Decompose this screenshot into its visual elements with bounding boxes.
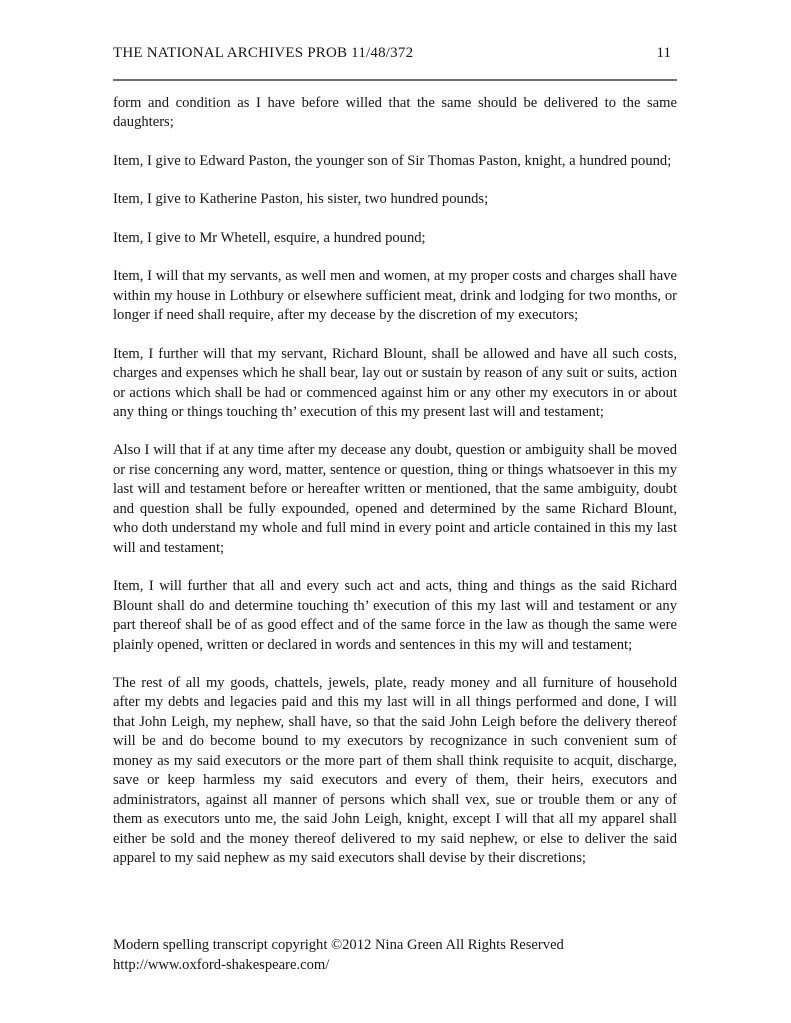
- body-paragraph: Item, I give to Mr Whetell, esquire, a hundred pound;: [113, 229, 426, 246]
- body-paragraph: The rest of all my goods, chattels, jewels, plate, ready money and all furniture of household after my debts and legacies paid and this my last will in all things performed and done, I will that John Leigh, my nephew, shall have, so that the said John Leigh before the delivery thereof will be and do become bound to my executors by recognizance in such convenient sum of money as my said executors or the more part of them shall think requisite to acquit, discharge, save or keep harmless my said executors and every of them, their heirs, executors and administrators, against all manner of persons which shall vex, sue or trouble them or any of them as executors unto me, the said John Leigh, knight, except I will that all my apparel shall either be sold and the money thereof delivered to my said nephew, or else to deliver the said apparel to my said nephew as my said executors shall devise by their discretions;: [113, 674, 677, 867]
- page-number: 11: [656, 45, 671, 61]
- page-footer: [113, 936, 677, 1023]
- body-paragraph: Item, I will further that all and every such act and acts, thing and things as the said Richard Blount shall do and determine touching th’ execution of this my last will and testament or any part thereof shall be of as good effect and of the same force in the law as though the same were plainly opened, written or declared in words and sentences in this my will and testament;: [113, 578, 677, 653]
- body-paragraph: form and condition as I have before willed that the same should be delivered to the same daughters;: [113, 95, 677, 131]
- copyright-notice: Modern spelling transcript copyright ©2012 Nina Green All Rights Reserved: [113, 937, 564, 954]
- divider-line: [113, 79, 677, 81]
- body-paragraph: Also I will that if at any time after my decease any doubt, question or ambiguity shall be moved or rise concerning any word, matter, sentence or question, thing or things whatsoever in this my last will and testament before or hereafter written or mentioned, that the same ambiguity, doubt and question shall be fully expounded, opened and determined by the same Richard Blount, who doth understand my whole and full mind in every point and article contained in this my last will and testament;: [113, 442, 677, 556]
- body-paragraph: Item, I further will that my servant, Richard Blount, shall be allowed and have all such costs, charges and expenses which he shall bear, lay out or sustain by reason of any suit or suits, action or actions which shall be had or commenced against him or any other my executors in or about any thing or things touching th’ execution of this my present last will and testament;: [113, 345, 677, 420]
- body-paragraph: Item, I give to Edward Paston, the younger son of Sir Thomas Paston, knight, a hundred pound;: [113, 152, 672, 169]
- body-paragraph: Item, I give to Katherine Paston, his sister, two hundred pounds;: [113, 191, 489, 208]
- transcript-body: [113, 94, 677, 888]
- footer-url: http://www.oxford-shakespeare.com/: [113, 956, 330, 973]
- page-header: [113, 45, 677, 62]
- body-paragraph: Item, I will that my servants, as well men and women, at my proper costs and charges shall have within my house in Lothbury or elsewhere sufficient meat, drink and lodging for two months, or longer if need shall require, after my decease by the discretion of my executors;: [113, 268, 677, 324]
- document-reference-title: THE NATIONAL ARCHIVES PROB 11/48/372: [113, 45, 414, 61]
